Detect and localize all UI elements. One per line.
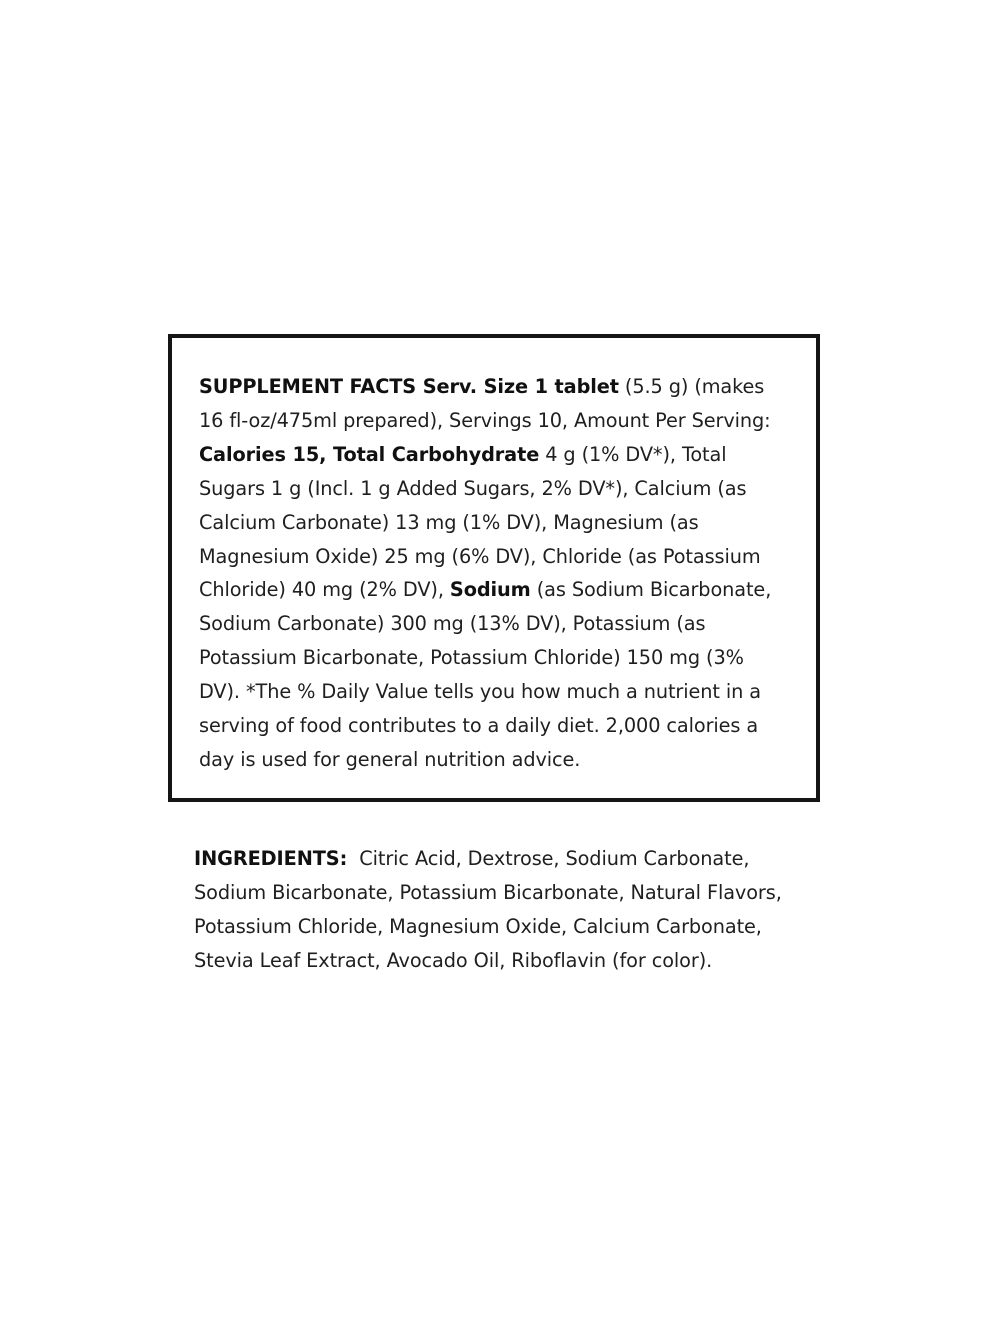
- text-segment: day is used for general nutrition advice.: [199, 747, 581, 771]
- ingredients-list: [194, 842, 834, 978]
- supplement-facts-text: [199, 370, 788, 777]
- bold-label: Sodium: [449, 578, 531, 602]
- text-segment: Magnesium Oxide) 25 mg (6% DV), Chloride (as Potassium: [199, 544, 761, 568]
- text-segment: DV). *The % Daily Value tells you how much a nutrient in a: [199, 680, 762, 704]
- facts-line: [199, 438, 788, 472]
- supplement-facts-panel: [168, 334, 820, 802]
- text-segment: 16 fl-oz/475ml prepared), Servings 10, Amount Per Serving:: [199, 408, 771, 432]
- ingredients-line: [194, 842, 834, 876]
- text-segment: Sodium Carbonate) 300 mg (13% DV), Potassium (as: [199, 612, 706, 636]
- facts-line: [199, 506, 788, 540]
- text-segment: (as Sodium Bicarbonate,: [530, 578, 772, 602]
- facts-line: [199, 370, 788, 404]
- text-segment: (5.5 g) (makes: [618, 375, 765, 398]
- bold-label: Calories 15, Total Carbohydrate: [199, 442, 540, 466]
- text-segment: 4 g (1% DV*), Total: [539, 442, 727, 466]
- text-segment: Sugars 1 g (Incl. 1 g Added Sugars, 2% DV*), Calcium (as: [199, 476, 747, 500]
- text-segment: Citric Acid, Dextrose, Sodium Carbonate,: [347, 847, 750, 870]
- text-segment: Potassium Bicarbonate, Potassium Chloride) 150 mg (3%: [199, 646, 744, 670]
- facts-line: [199, 404, 788, 438]
- facts-line: [199, 607, 788, 641]
- facts-line: [199, 709, 788, 743]
- text-segment: Potassium Chloride, Magnesium Oxide, Calcium Carbonate,: [194, 914, 762, 938]
- facts-line: [199, 573, 788, 607]
- bold-label: INGREDIENTS:: [194, 847, 348, 870]
- ingredients-line: [194, 876, 834, 910]
- facts-line: [199, 472, 788, 506]
- text-segment: Chloride) 40 mg (2% DV),: [199, 578, 450, 602]
- text-segment: Stevia Leaf Extract, Avocado Oil, Riboflavin (for color).: [194, 948, 713, 972]
- facts-line: [199, 540, 788, 574]
- facts-line: [199, 743, 788, 777]
- text-segment: Sodium Bicarbonate, Potassium Bicarbonate, Natural Flavors,: [194, 880, 782, 904]
- facts-line: [199, 675, 788, 709]
- text-segment: serving of food contributes to a daily diet. 2,000 calories a: [199, 714, 759, 738]
- text-segment: Calcium Carbonate) 13 mg (1% DV), Magnesium (as: [199, 510, 699, 534]
- facts-line: [199, 641, 788, 675]
- ingredients-line: [194, 944, 834, 978]
- ingredients-line: [194, 910, 834, 944]
- bold-label: SUPPLEMENT FACTS Serv. Size 1 tablet: [199, 375, 619, 398]
